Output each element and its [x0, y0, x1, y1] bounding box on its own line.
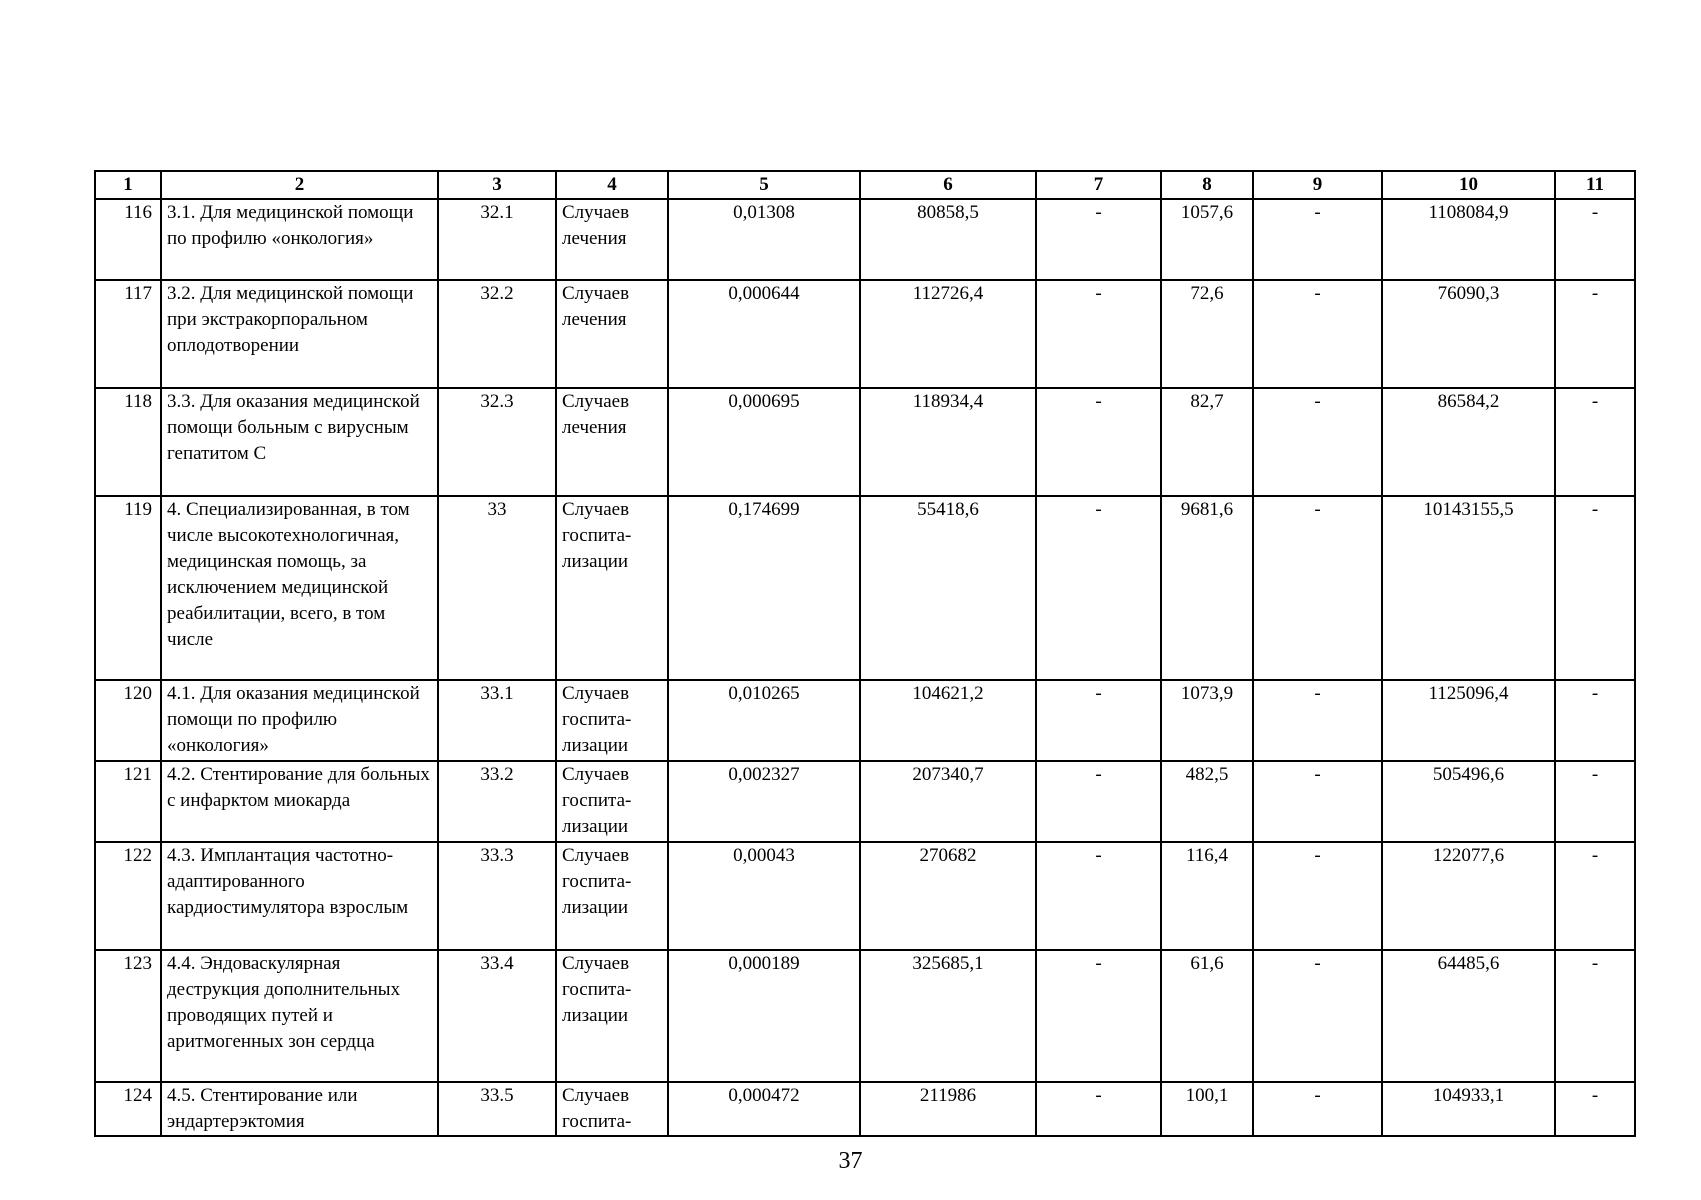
col11-value: - — [1555, 199, 1635, 280]
col9-value: - — [1253, 950, 1382, 1082]
col5-value: 0,002327 — [668, 761, 860, 842]
col9-value: - — [1253, 388, 1382, 496]
col8-value: 116,4 — [1161, 842, 1253, 950]
header-cell: 8 — [1161, 171, 1253, 199]
col9-value: - — [1253, 680, 1382, 761]
unit-of-measure: Случаев лечения — [556, 199, 668, 280]
row-number: 123 — [95, 950, 161, 1082]
unit-of-measure: Случаев госпита-лизации — [556, 842, 668, 950]
indicator-name: 3.1. Для медицинской помощи по профилю «онкология» — [161, 199, 438, 280]
col8-value: 100,1 — [1161, 1082, 1253, 1136]
table-row — [95, 842, 1635, 950]
col8-value: 482,5 — [1161, 761, 1253, 842]
row-code: 33.5 — [438, 1082, 556, 1136]
indicator-name: 3.2. Для медицинской помощи при экстракорпоральном оплодотворении — [161, 280, 438, 388]
col7-value: - — [1036, 388, 1161, 496]
col8-value: 1073,9 — [1161, 680, 1253, 761]
row-code: 33.4 — [438, 950, 556, 1082]
data-table — [94, 170, 1636, 1137]
col10-value: 10143155,5 — [1382, 496, 1555, 680]
header-cell: 3 — [438, 171, 556, 199]
col11-value: - — [1555, 842, 1635, 950]
indicator-name: 4. Специализированная, в том числе высокотехнологичная, медицинская помощь, за исключением медицинской реабилитации, всего, в том числе — [161, 496, 438, 680]
col9-value: - — [1253, 1082, 1382, 1136]
row-code: 32.1 — [438, 199, 556, 280]
col10-value: 86584,2 — [1382, 388, 1555, 496]
row-number: 119 — [95, 496, 161, 680]
col10-value: 122077,6 — [1382, 842, 1555, 950]
col10-value: 76090,3 — [1382, 280, 1555, 388]
row-code: 32.2 — [438, 280, 556, 388]
row-code: 33.2 — [438, 761, 556, 842]
col9-value: - — [1253, 761, 1382, 842]
col11-value: - — [1555, 761, 1635, 842]
col5-value: 0,010265 — [668, 680, 860, 761]
col8-value: 82,7 — [1161, 388, 1253, 496]
col11-value: - — [1555, 496, 1635, 680]
table-row — [95, 1082, 1635, 1136]
col9-value: - — [1253, 842, 1382, 950]
col11-value: - — [1555, 1082, 1635, 1136]
col8-value: 61,6 — [1161, 950, 1253, 1082]
table-row — [95, 761, 1635, 842]
header-cell: 10 — [1382, 171, 1555, 199]
indicator-name: 4.5. Стентирование или эндартерэктомия — [161, 1082, 438, 1136]
unit-of-measure: Случаев госпита-лизации — [556, 950, 668, 1082]
col10-value: 64485,6 — [1382, 950, 1555, 1082]
col7-value: - — [1036, 199, 1161, 280]
row-code: 33 — [438, 496, 556, 680]
col11-value: - — [1555, 280, 1635, 388]
col5-value: 0,000472 — [668, 1082, 860, 1136]
header-cell: 5 — [668, 171, 860, 199]
unit-of-measure: Случаев госпита-лизации — [556, 496, 668, 680]
col7-value: - — [1036, 496, 1161, 680]
col6-value: 112726,4 — [860, 280, 1036, 388]
indicator-name: 4.4. Эндоваскулярная деструкция дополнительных проводящих путей и аритмогенных зон сердца — [161, 950, 438, 1082]
col11-value: - — [1555, 680, 1635, 761]
unit-of-measure: Случаев лечения — [556, 388, 668, 496]
col8-value: 72,6 — [1161, 280, 1253, 388]
col10-value: 1125096,4 — [1382, 680, 1555, 761]
col11-value: - — [1555, 388, 1635, 496]
col10-value: 1108084,9 — [1382, 199, 1555, 280]
row-code: 33.1 — [438, 680, 556, 761]
col10-value: 505496,6 — [1382, 761, 1555, 842]
row-number: 116 — [95, 199, 161, 280]
col11-value: - — [1555, 950, 1635, 1082]
col6-value: 118934,4 — [860, 388, 1036, 496]
indicator-name: 3.3. Для оказания медицинской помощи больным с вирусным гепатитом С — [161, 388, 438, 496]
col5-value: 0,00043 — [668, 842, 860, 950]
header-cell: 2 — [161, 171, 438, 199]
col8-value: 9681,6 — [1161, 496, 1253, 680]
col6-value: 104621,2 — [860, 680, 1036, 761]
col7-value: - — [1036, 680, 1161, 761]
unit-of-measure: Случаев лечения — [556, 280, 668, 388]
header-cell: 7 — [1036, 171, 1161, 199]
header-cell: 1 — [95, 171, 161, 199]
col7-value: - — [1036, 761, 1161, 842]
col9-value: - — [1253, 199, 1382, 280]
table-row — [95, 388, 1635, 496]
header-cell: 4 — [556, 171, 668, 199]
row-number: 118 — [95, 388, 161, 496]
row-number: 124 — [95, 1082, 161, 1136]
col7-value: - — [1036, 280, 1161, 388]
col9-value: - — [1253, 280, 1382, 388]
col6-value: 55418,6 — [860, 496, 1036, 680]
table-row — [95, 680, 1635, 761]
row-number: 120 — [95, 680, 161, 761]
row-number: 117 — [95, 280, 161, 388]
table-row — [95, 496, 1635, 680]
col6-value: 207340,7 — [860, 761, 1036, 842]
page-number: 37 — [838, 1148, 863, 1174]
unit-of-measure: Случаев госпита-лизации — [556, 680, 668, 761]
row-number: 122 — [95, 842, 161, 950]
table-row — [95, 280, 1635, 388]
header-cell: 6 — [860, 171, 1036, 199]
header-cell: 11 — [1555, 171, 1635, 199]
col5-value: 0,174699 — [668, 496, 860, 680]
col7-value: - — [1036, 950, 1161, 1082]
col5-value: 0,000189 — [668, 950, 860, 1082]
col6-value: 80858,5 — [860, 199, 1036, 280]
unit-of-measure: Случаев госпита-лизации — [556, 761, 668, 842]
indicator-name: 4.2. Стентирование для больных с инфарктом миокарда — [161, 761, 438, 842]
col6-value: 270682 — [860, 842, 1036, 950]
indicator-name: 4.1. Для оказания медицинской помощи по профилю «онкология» — [161, 680, 438, 761]
header-cell: 9 — [1253, 171, 1382, 199]
col5-value: 0,01308 — [668, 199, 860, 280]
indicator-name: 4.3. Имплантация частотно-адаптированного кардиостимулятора взрослым — [161, 842, 438, 950]
col7-value: - — [1036, 842, 1161, 950]
col7-value: - — [1036, 1082, 1161, 1136]
table-row — [95, 950, 1635, 1082]
table-body — [95, 171, 1635, 1136]
col8-value: 1057,6 — [1161, 199, 1253, 280]
col9-value: - — [1253, 496, 1382, 680]
col5-value: 0,000644 — [668, 280, 860, 388]
table-row — [95, 199, 1635, 280]
col6-value: 211986 — [860, 1082, 1036, 1136]
col5-value: 0,000695 — [668, 388, 860, 496]
row-code: 33.3 — [438, 842, 556, 950]
header-row — [95, 171, 1635, 199]
col10-value: 104933,1 — [1382, 1082, 1555, 1136]
row-code: 32.3 — [438, 388, 556, 496]
unit-of-measure: Случаев госпита- — [556, 1082, 668, 1136]
col6-value: 325685,1 — [860, 950, 1036, 1082]
row-number: 121 — [95, 761, 161, 842]
